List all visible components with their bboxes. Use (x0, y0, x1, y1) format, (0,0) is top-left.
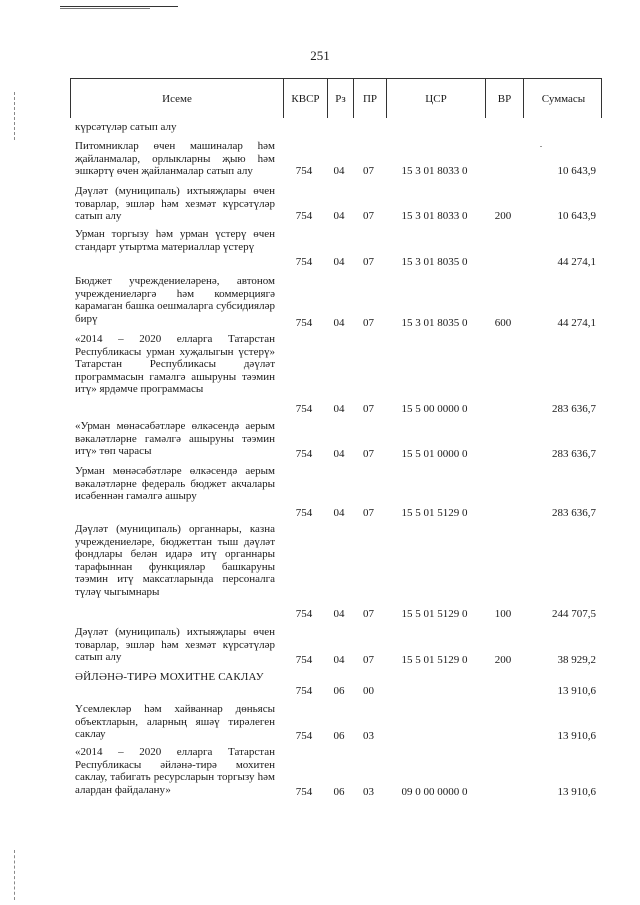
top-rule-secondary (60, 8, 150, 9)
row-csr: 15 3 01 8035 0 (401, 317, 468, 329)
row-kvsr: 754 (295, 165, 313, 177)
margin-binding-marks (14, 92, 15, 140)
section-heading: ӘЙЛӘНӘ-ТИРӘ МОХИТНЕ САКЛАУ (75, 671, 264, 683)
header-sum: Суммасы (523, 79, 603, 118)
row-vr: 600 (494, 317, 512, 329)
row-name: Урман торгызу һәм урман үстерү өчен стандарт утыртма материаллар үстерү (75, 228, 275, 253)
row-sum: 13 910,6 (557, 685, 596, 697)
row-sum: 13 910,6 (557, 730, 596, 742)
row-csr: 15 5 01 0000 0 (401, 448, 468, 460)
row-rz: 04 (333, 165, 345, 177)
row-sum: 13 910,6 (557, 786, 596, 798)
row-csr: 15 5 01 5129 0 (401, 507, 468, 519)
row-name: «2014 – 2020 елларга Татарстан Республикасы урман хуҗалыгын үстерү» Татарстан Республикасы дәүләт программасын гамәлгә ашыруны тәэмин итү» ярдәмче программасы (75, 333, 275, 396)
row-sum: 10 643,9 (557, 210, 596, 222)
scan-speck (540, 146, 542, 147)
top-rule (60, 6, 178, 7)
row-vr: 200 (494, 654, 512, 666)
row-sum: 38 929,2 (557, 654, 596, 666)
row-kvsr: 754 (295, 786, 313, 798)
header-kvsr: КВСР (283, 79, 327, 118)
row-csr: 15 3 01 8033 0 (401, 165, 468, 177)
row-pr: 07 (363, 165, 374, 177)
row-pr: 07 (363, 448, 374, 460)
row-sum: 283 636,7 (552, 403, 596, 415)
row-kvsr: 754 (295, 210, 313, 222)
row-rz: 04 (333, 654, 345, 666)
row-pr: 07 (363, 507, 374, 519)
row-rz: 06 (333, 786, 345, 798)
row-csr: 09 0 00 0000 0 (401, 786, 468, 798)
row-pr: 07 (363, 210, 374, 222)
row-rz: 04 (333, 317, 345, 329)
row-name: «Урман мөнәсәбәтләре өлкәсендә аерым вәкаләтләрне гамәлгә ашыруны тәэмин итү» төп чарасы (75, 420, 275, 458)
row-rz: 04 (333, 507, 345, 519)
row-rz: 04 (333, 608, 345, 620)
row-name: күрсәтүләр сатып алу (75, 121, 177, 133)
row-rz: 04 (333, 403, 345, 415)
header-pr: ПР (353, 79, 386, 118)
row-kvsr: 754 (295, 654, 313, 666)
row-sum: 244 707,5 (552, 608, 596, 620)
row-rz: 06 (333, 730, 345, 742)
row-sum: 10 643,9 (557, 165, 596, 177)
header-name: Исеме (162, 92, 192, 105)
row-pr: 00 (363, 685, 374, 697)
row-csr: 15 3 01 8035 0 (401, 256, 468, 268)
row-kvsr: 754 (295, 730, 313, 742)
row-pr: 07 (363, 317, 374, 329)
row-name: Питомниклар өчен машиналар һәм җайланмалар, орлыкларны җыю һәм эшкәртү өчен җайланмалар сатып алу (75, 140, 275, 178)
row-vr: 200 (494, 210, 512, 222)
row-name: Дәүләт (муниципаль) ихтыяҗлары өчен товарлар, эшләр һәм хезмәт күрсәтүләр сатып алу (75, 185, 275, 223)
row-rz: 04 (333, 210, 345, 222)
header-vr: ВР (485, 79, 523, 118)
row-name: Урман мөнәсәбәтләре өлкәсендә аерым вәкаләтләрне федераль бюджет акчалары исәбеннән гамәлгә ашыру (75, 465, 275, 503)
page-number: 251 (310, 48, 330, 63)
header-csr: ЦСР (386, 79, 485, 118)
row-kvsr: 754 (295, 685, 313, 697)
row-pr: 03 (363, 786, 374, 798)
row-name: Үсемлекләр һәм хайваннар дөньясы объектларын, аларның яшәү тирәлеген саклау (75, 703, 275, 741)
row-csr: 15 5 01 5129 0 (401, 608, 468, 620)
table-header (70, 78, 602, 118)
row-kvsr: 754 (295, 317, 313, 329)
row-pr: 03 (363, 730, 374, 742)
row-kvsr: 754 (295, 507, 313, 519)
row-csr: 15 3 01 8033 0 (401, 210, 468, 222)
row-sum: 283 636,7 (552, 448, 596, 460)
row-rz: 06 (333, 685, 345, 697)
margin-binding-marks-lower (14, 850, 15, 900)
row-name: Дәүләт (муниципаль) ихтыяҗлары өчен товарлар, эшләр һәм хезмәт күрсәтүләр сатып алу (75, 626, 275, 664)
header-rz: Рз (327, 79, 353, 118)
row-name: Дәүләт (муниципаль) органнары, казна учреждениеләре, бюджеттан тыш дәүләт фондлары белән идарә итү органнары тарафыннан функцияләр башкаруны тәэмин итү максатларында персоналга түләү чыгымнары (75, 523, 275, 598)
row-vr: 100 (494, 608, 512, 620)
row-kvsr: 754 (295, 256, 313, 268)
row-name: «2014 – 2020 елларга Татарстан Республикасы әйләнә-тирә мохитен саклау, табигать ресурсларын торгызу һәм алардан файдалану» (75, 746, 275, 796)
row-sum: 44 274,1 (557, 317, 596, 329)
row-pr: 07 (363, 403, 374, 415)
row-kvsr: 754 (295, 448, 313, 460)
row-name: Бюджет учреждениеләренә, автоном учреждениеләргә һәм коммерциягә карамаган башка оешмаларга субсидияләр бирү (75, 275, 275, 325)
row-kvsr: 754 (295, 608, 313, 620)
row-pr: 07 (363, 256, 374, 268)
row-pr: 07 (363, 654, 374, 666)
row-csr: 15 5 00 0000 0 (401, 403, 468, 415)
row-kvsr: 754 (295, 403, 313, 415)
row-sum: 44 274,1 (557, 256, 596, 268)
row-csr: 15 5 01 5129 0 (401, 654, 468, 666)
row-pr: 07 (363, 608, 374, 620)
row-sum: 283 636,7 (552, 507, 596, 519)
row-rz: 04 (333, 448, 345, 460)
row-rz: 04 (333, 256, 345, 268)
